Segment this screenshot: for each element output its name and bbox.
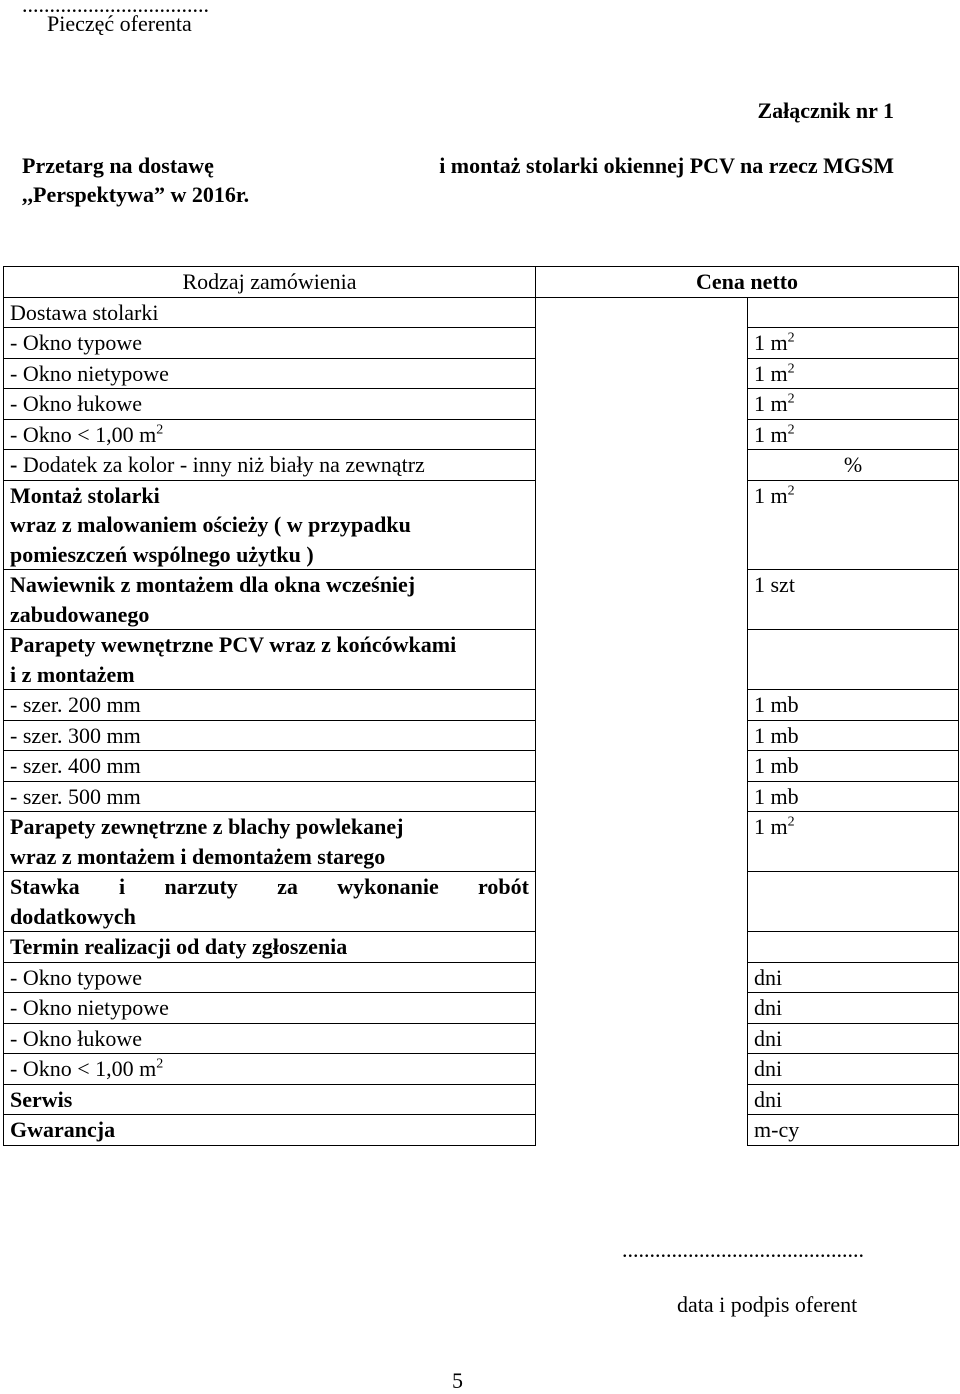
unit-cell xyxy=(748,932,959,963)
row-label: - szer. 300 mm xyxy=(4,720,536,751)
label-dash: - xyxy=(10,452,18,477)
unit-cell: dni xyxy=(748,1054,959,1085)
price-cell[interactable] xyxy=(536,389,748,420)
unit-sup: 2 xyxy=(787,483,795,499)
unit-text: 1 szt xyxy=(754,572,795,597)
price-cell[interactable] xyxy=(536,570,748,630)
table-row xyxy=(4,751,959,782)
row-label: - Okno nietypowe xyxy=(4,358,536,389)
table-row xyxy=(4,1084,959,1115)
table-row xyxy=(4,812,959,872)
label-text: Dodatek za kolor - inny niż biały na zewnątrz xyxy=(17,452,425,477)
unit-cell: dni xyxy=(748,1084,959,1115)
row-label: - szer. 400 mm xyxy=(4,751,536,782)
table-row xyxy=(4,480,959,570)
stamp-label: Pieczęć oferenta xyxy=(47,11,192,36)
unit-text: 1 m xyxy=(754,360,788,386)
table-row xyxy=(4,450,959,481)
unit-sup: 2 xyxy=(787,330,795,346)
price-cell[interactable] xyxy=(536,297,748,328)
signature-label: data i podpis oferent xyxy=(677,1292,858,1317)
label-line: Parapety zewnętrzne z blachy powlekanej xyxy=(10,814,404,839)
table-row xyxy=(4,358,959,389)
unit-cell: 1 mb xyxy=(748,781,959,812)
row-label: Dostawa stolarki xyxy=(4,297,536,328)
row-label xyxy=(4,1054,536,1085)
label-line: pomieszczeń wspólnego użytku ) xyxy=(10,541,314,567)
label-sup: 2 xyxy=(156,1056,164,1072)
signature-dots: ............................................ xyxy=(622,1237,864,1262)
price-table xyxy=(3,266,959,1146)
annex-label: Załącznik nr 1 xyxy=(757,98,894,123)
price-cell[interactable] xyxy=(536,1115,748,1146)
label-line: zabudowanego xyxy=(10,601,150,627)
price-cell[interactable] xyxy=(536,751,748,782)
table-row xyxy=(4,781,959,812)
unit-sup: 2 xyxy=(787,391,795,407)
row-label xyxy=(4,450,536,481)
price-cell[interactable] xyxy=(536,328,748,359)
table-row xyxy=(4,962,959,993)
price-cell[interactable] xyxy=(536,781,748,812)
row-label: - Okno łukowe xyxy=(4,1023,536,1054)
label-sup: 2 xyxy=(156,422,164,438)
label-line: Montaż stolarki xyxy=(10,482,160,508)
row-label xyxy=(4,872,536,932)
title-right: i montaż stolarki okiennej PCV na rzecz MGSM xyxy=(439,153,894,178)
page-number: 5 xyxy=(452,1368,463,1393)
row-label xyxy=(4,630,536,690)
unit-cell xyxy=(748,328,959,359)
row-label: - szer. 500 mm xyxy=(4,781,536,812)
price-cell[interactable] xyxy=(536,690,748,721)
header-net-price: Cena netto xyxy=(536,267,959,298)
table-row xyxy=(4,328,959,359)
table-row xyxy=(4,720,959,751)
row-label: - Okno typowe xyxy=(4,962,536,993)
table-row xyxy=(4,993,959,1024)
header-order-type: Rodzaj zamówienia xyxy=(4,267,536,298)
unit-text: 1 m xyxy=(754,330,788,355)
table-row xyxy=(4,570,959,630)
unit-sup: 2 xyxy=(787,814,795,830)
table-row xyxy=(4,1023,959,1054)
unit-cell: dni xyxy=(748,962,959,993)
table-row xyxy=(4,872,959,932)
price-cell[interactable] xyxy=(536,480,748,570)
table-row xyxy=(4,690,959,721)
price-cell[interactable] xyxy=(536,720,748,751)
label-line: i z montażem xyxy=(10,661,135,687)
unit-text: 1 m xyxy=(754,421,788,447)
price-cell[interactable] xyxy=(536,450,748,481)
document-title-line2: ,,Perspektywa” w 2016r. xyxy=(22,182,250,207)
row-label xyxy=(4,419,536,450)
price-cell[interactable] xyxy=(536,872,748,932)
label-text: - Okno < 1,00 m xyxy=(10,1056,157,1081)
stamp-dots: .................................. xyxy=(22,0,209,17)
price-cell[interactable] xyxy=(536,812,748,872)
row-label xyxy=(4,480,536,570)
unit-cell: dni xyxy=(748,1023,959,1054)
unit-cell xyxy=(748,450,959,481)
unit-cell xyxy=(748,570,959,630)
row-label: Serwis xyxy=(4,1084,536,1115)
table-row xyxy=(4,297,959,328)
unit-cell xyxy=(748,630,959,690)
unit-cell xyxy=(748,812,959,872)
table-row xyxy=(4,419,959,450)
unit-cell: m-cy xyxy=(748,1115,959,1146)
title-left: Przetarg na dostawę xyxy=(22,153,214,178)
row-label xyxy=(4,812,536,872)
price-cell[interactable] xyxy=(536,993,748,1024)
price-cell[interactable] xyxy=(536,932,748,963)
unit-cell xyxy=(748,872,959,932)
unit-text: 1 m xyxy=(754,391,788,416)
unit-cell: dni xyxy=(748,993,959,1024)
price-cell[interactable] xyxy=(536,630,748,690)
label-line: Parapety wewnętrzne PCV wraz z końcówkami xyxy=(10,632,457,657)
row-label: Gwarancja xyxy=(4,1115,536,1146)
unit-cell: 1 mb xyxy=(748,720,959,751)
unit-sup: 2 xyxy=(787,361,795,377)
price-cell[interactable] xyxy=(536,962,748,993)
table-row xyxy=(4,1115,959,1146)
price-cell[interactable] xyxy=(536,1023,748,1054)
unit-sup: 2 xyxy=(787,422,795,438)
unit-cell xyxy=(748,389,959,420)
price-cell[interactable] xyxy=(536,1054,748,1085)
unit-text: 1 m xyxy=(754,482,788,508)
label-line: wraz z malowaniem ościeży ( w przypadku xyxy=(10,512,411,537)
unit-cell xyxy=(748,419,959,450)
label-line: dodatkowych xyxy=(10,903,136,929)
unit-cell: 1 mb xyxy=(748,690,959,721)
table-row xyxy=(4,630,959,690)
label-line: Stawka i narzuty za wykonanie robót xyxy=(10,874,529,899)
row-label: - Okno typowe xyxy=(4,328,536,359)
price-cell[interactable] xyxy=(536,419,748,450)
unit-cell xyxy=(748,358,959,389)
row-label: Termin realizacji od daty zgłoszenia xyxy=(4,932,536,963)
row-label: - szer. 200 mm xyxy=(4,690,536,721)
unit-cell xyxy=(748,480,959,570)
document-title-line1 xyxy=(22,153,894,179)
label-line: wraz z montażem i demontażem starego xyxy=(10,843,386,869)
table-row xyxy=(4,389,959,420)
label-line: Nawiewnik z montażem dla okna wcześniej xyxy=(10,572,416,597)
price-cell[interactable] xyxy=(536,1084,748,1115)
unit-cell: 1 mb xyxy=(748,751,959,782)
price-cell[interactable] xyxy=(536,358,748,389)
label-text: - Okno < 1,00 m xyxy=(10,421,157,447)
table-header-row xyxy=(4,267,959,298)
unit-cell xyxy=(748,297,959,328)
row-label: - Okno nietypowe xyxy=(4,993,536,1024)
unit-text: % xyxy=(843,452,863,477)
unit-text: 1 m xyxy=(754,814,788,839)
row-label: - Okno łukowe xyxy=(4,389,536,420)
row-label xyxy=(4,570,536,630)
table-row xyxy=(4,1054,959,1085)
table-row xyxy=(4,932,959,963)
